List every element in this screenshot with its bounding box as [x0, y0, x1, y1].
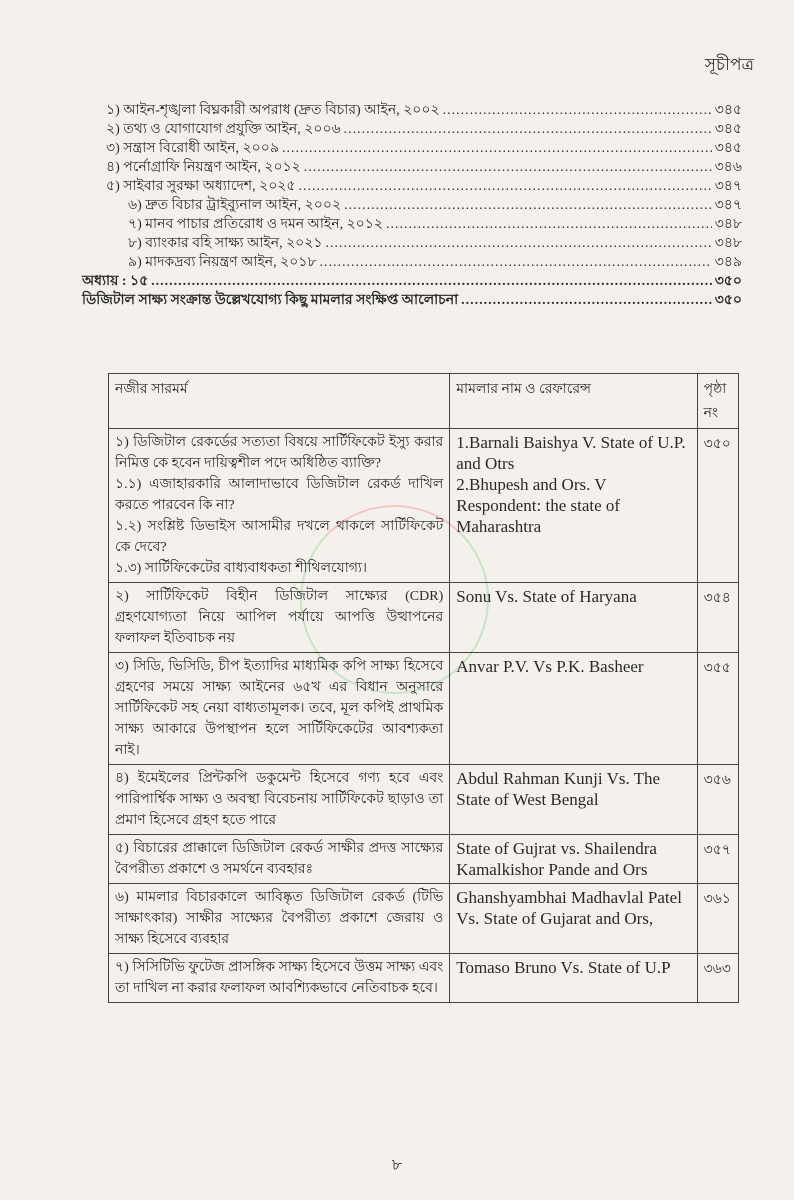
leader-dots: [282, 141, 712, 157]
sub-question: ১.৩) সার্টিফিকেটের বাধ্যবাধকতা শীথিলযোগ্য।: [115, 561, 368, 576]
case-cell: Anvar P.V. Vs P.K. Basheer: [450, 653, 697, 765]
toc-label: অধ্যায় : ১৫: [82, 274, 149, 289]
toc-entry: [82, 212, 742, 231]
case-cell: Sonu Vs. State of Haryana: [450, 583, 697, 653]
toc-label: ৩) সন্ত্রাস বিরোধী আইন, ২০০৯: [106, 141, 279, 156]
page-cell: ৩৫৬: [697, 765, 738, 835]
toc-page: ৩৪৯: [714, 255, 742, 270]
toc-label: ৮) ব্যাংকার বহি সাক্ষ্য আইন, ২০২১: [128, 236, 323, 251]
case-cell: Ghanshyambhai Madhavlal Patel Vs. State of Gujarat and Ors,: [450, 884, 697, 954]
page-cell: ৩৫৪: [697, 583, 738, 653]
case-cell: Tomaso Bruno Vs. State of U.P: [450, 954, 697, 1003]
summary-cell: [109, 884, 450, 954]
page-cell: ৩৫৭: [697, 835, 738, 884]
summary-text: ৩) সিডি, ভিসিডি, চীপ ইত্যাদির মাধ্যমিক কপি সাক্ষ্য হিসেবে গ্রহণের সময়ে সাক্ষ্য আইনের ৬৫খ এর বিধান অনুসারে সার্টিফিকেট সহ নেয়া বাধ্যতামূলক। তবে, মূল কপিই প্রাথমিক সাক্ষ্য আকারে উপস্থাপন হলে সার্টিফিকেটের আবশ্যকতা নাই।: [115, 659, 444, 758]
summary-text: ৬) মামলার বিচারকালে আবিষ্কৃত ডিজিটাল রেকর্ড (টিভি সাক্ষাৎকার) সাক্ষীর সাক্ষ্যের বৈপরীত্য প্রকাশে জেরায় ও সাক্ষ্য হিসেবে ব্যবহার: [115, 890, 444, 947]
toc-label: ৫) সাইবার সুরক্ষা অধ্যাদেশ, ২০২৫: [106, 179, 296, 194]
leader-dots: [344, 198, 712, 214]
toc-entry: [82, 231, 742, 250]
toc-page: ৩৪৫: [714, 103, 742, 118]
toc-entry: [82, 136, 742, 155]
leader-dots: [461, 293, 712, 309]
page-cell: ৩৫০: [697, 429, 738, 583]
header-page: পৃষ্ঠা নং: [697, 374, 738, 429]
summary-text: ২) সার্টিফিকেট বিহীন ডিজিটাল সাক্ষ্যের (CDR) গ্রহণযোগ্যতা নিয়ে আপিল পর্যায়ে আপত্তি উত্থাপনের ফলাফল ইতিবাচক নয়: [115, 589, 444, 646]
toc-label: ডিজিটাল সাক্ষ্য সংক্রান্ত উল্লেখযোগ্য কিছু মামলার সংক্ষিপ্ত আলোচনা: [82, 293, 459, 308]
table-row: [109, 954, 739, 1003]
leader-dots: [299, 179, 712, 195]
sub-question: ১.১) এজাহারকারি আলাদাভাবে ডিজিটাল রেকর্ড দাখিল করতে পারবেন কি না?: [115, 477, 444, 513]
toc-entry: [82, 193, 742, 212]
leader-dots: [325, 236, 711, 252]
summary-text: ১) ডিজিটাল রেকর্ডের সত্যতা বিষয়ে সার্টিফিকেট ইস্যু করার নিমিত্ত কে হবেন দায়িত্বশীল পদে অধিষ্ঠিত ব্যাক্তি?: [115, 435, 444, 471]
table-row: [109, 765, 739, 835]
page-cell: ৩৬৩: [697, 954, 738, 1003]
toc-page: ৩৫০: [714, 293, 742, 308]
toc-page: ৩৪৭: [714, 198, 742, 213]
toc-label: ৪) পর্নোগ্রাফি নিয়ন্ত্রণ আইন, ২০১২: [106, 160, 301, 175]
toc-page: ৩৪৫: [714, 122, 742, 137]
summary-text: ৪) ইমেইলের প্রিন্টকপি ডকুমেন্ট হিসেবে গণ্য হবে এবং পারিপার্শ্বিক সাক্ষ্য ও অবস্থা বিবেচনায় সার্টিফিকেট ছাড়াও তা প্রমাণ হিসেবে গ্রহণ হতে পারে: [115, 771, 444, 828]
header-case: মামলার নাম ও রেফারেন্স: [450, 374, 697, 429]
table-row: [109, 583, 739, 653]
summary-text: ৭) সিসিটিভি ফুটেজ প্রাসঙ্গিক সাক্ষ্য হিসেবে উত্তম সাক্ষ্য এবং তা দাখিল না করার ফলাফল আবশ্যিকভাবে নেতিবাচক হবে।: [115, 960, 444, 996]
case-cell: State of Gujrat vs. Shailendra Kamalkishor Pande and Ors: [450, 835, 697, 884]
summary-text: ৫) বিচারের প্রাক্কালে ডিজিটাল রেকর্ড সাক্ষীর প্রদত্ত সাক্ষ্যের বৈপরীত্য প্রকাশে ও সমর্থনে ব্যবহারঃ: [115, 841, 444, 877]
table-row: [109, 653, 739, 765]
summary-cell: [109, 653, 450, 765]
table-row: [109, 835, 739, 884]
leader-dots: [386, 217, 712, 233]
toc-page: ৩৪৭: [714, 179, 742, 194]
sub-question: ১.২) সংশ্লিষ্ট ডিভাইস আসামীর দখলে থাকলে সার্টিফিকেট কে দেবে?: [115, 519, 444, 555]
toc-entry: [82, 98, 742, 117]
leader-dots: [344, 122, 712, 138]
page-cell: ৩৬১: [697, 884, 738, 954]
header-summary: নজীর সারমর্ম: [109, 374, 450, 429]
page-cell: ৩৫৫: [697, 653, 738, 765]
toc-entry: [82, 250, 742, 269]
summary-cell: [109, 835, 450, 884]
case-table: [108, 373, 739, 1003]
table-header-row: [109, 374, 739, 429]
toc-label: ৬) দ্রুত বিচার ট্রাইব্যুনাল আইন, ২০০২: [128, 198, 342, 213]
page-number: ৮: [391, 1157, 403, 1174]
toc-entry: [82, 155, 742, 174]
leader-dots: [443, 103, 712, 119]
summary-cell: [109, 954, 450, 1003]
toc-page: ৩৫০: [714, 274, 742, 289]
leader-dots: [304, 160, 712, 176]
toc-label: ১) আইন-শৃঙ্খলা বিঘ্নকারী অপরাধ (দ্রুত বিচার) আইন, ২০০২: [106, 103, 440, 118]
toc-label: ৭) মানব পাচার প্রতিরোধ ও দমন আইন, ২০১২: [128, 217, 383, 232]
leader-dots: [320, 255, 712, 271]
table-of-contents: [82, 98, 742, 307]
toc-page: ৩৪৮: [714, 217, 742, 232]
summary-cell: [109, 429, 450, 583]
toc-page: ৩৪৮: [714, 236, 742, 251]
table-row: [109, 884, 739, 954]
toc-page: ৩৪৫: [714, 141, 742, 156]
toc-label: ২) তথ্য ও যোগাযোগ প্রযুক্তি আইন, ২০০৬: [106, 122, 341, 137]
case-cell: Abdul Rahman Kunji Vs. The State of West Bengal: [450, 765, 697, 835]
toc-label: ৯) মাদকদ্রব্য নিয়ন্ত্রণ আইন, ২০১৮: [128, 255, 317, 270]
toc-entry: [82, 174, 742, 193]
running-head: সূচীপত্র: [704, 55, 754, 74]
summary-cell: [109, 583, 450, 653]
toc-page: ৩৪৬: [714, 160, 742, 175]
table-row: [109, 429, 739, 583]
summary-cell: [109, 765, 450, 835]
toc-entry: [82, 288, 742, 307]
case-cell: 1.Barnali Baishya V. State of U.P. and Otrs 2.Bhupesh and Ors. V Respondent: the state of Maharashtra: [450, 429, 697, 583]
